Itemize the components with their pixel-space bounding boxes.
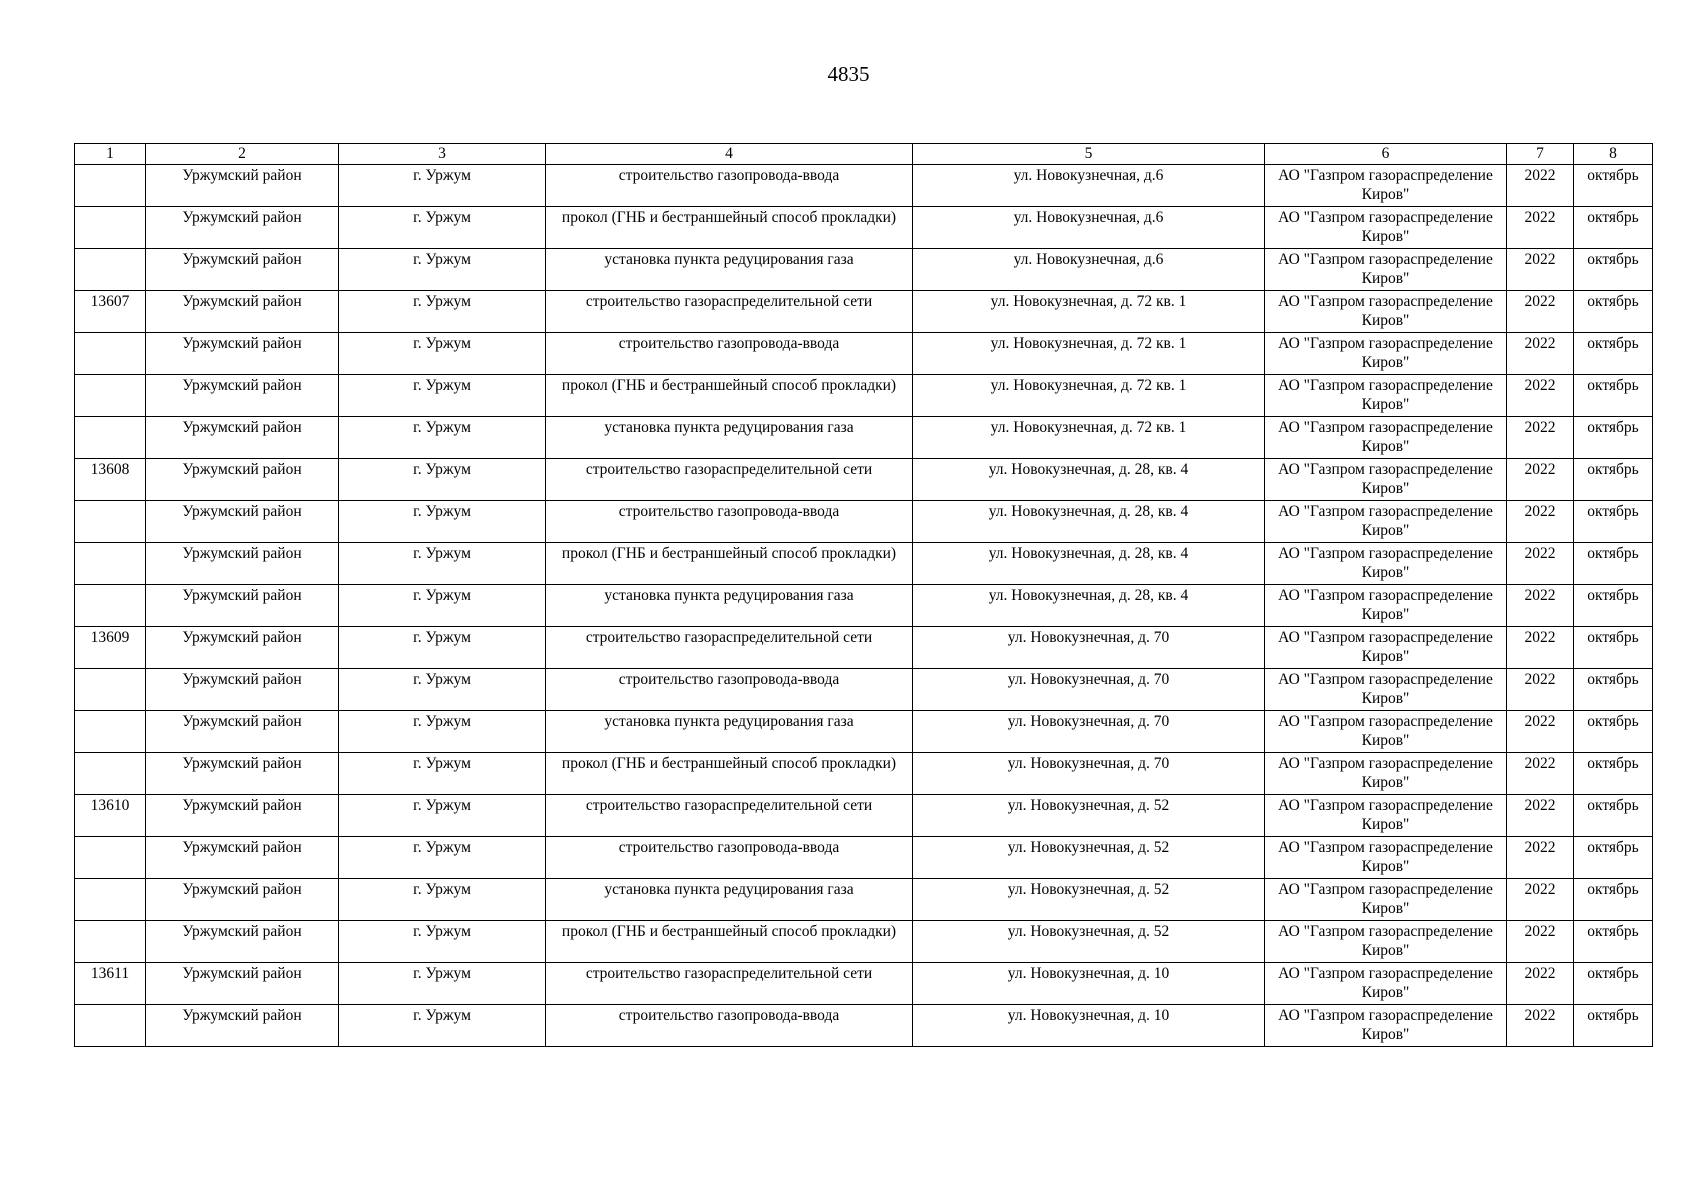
cell-work-type: строительство газопровода-ввода [546, 333, 913, 375]
cell-district: Уржумский район [146, 375, 339, 417]
cell-year: 2022 [1507, 711, 1574, 753]
column-header-1: 1 [75, 144, 146, 165]
table-row [75, 795, 1653, 837]
cell-organization: АО "Газпром газораспределение Киров" [1265, 165, 1507, 207]
cell-settlement: г. Уржум [339, 165, 546, 207]
cell-object-number [75, 585, 146, 627]
table-row [75, 333, 1653, 375]
cell-month: октябрь [1574, 501, 1653, 543]
cell-work-type: строительство газораспределительной сети [546, 963, 913, 1005]
data-table [74, 143, 1653, 1047]
cell-work-type: строительство газопровода-ввода [546, 669, 913, 711]
cell-work-type: строительство газораспределительной сети [546, 291, 913, 333]
cell-work-type: установка пункта редуцирования газа [546, 585, 913, 627]
cell-object-number [75, 333, 146, 375]
cell-year: 2022 [1507, 459, 1574, 501]
cell-district: Уржумский район [146, 249, 339, 291]
column-header-5: 5 [913, 144, 1265, 165]
table-body [75, 165, 1653, 1047]
cell-object-number [75, 921, 146, 963]
cell-organization: АО "Газпром газораспределение Киров" [1265, 753, 1507, 795]
table-row [75, 249, 1653, 291]
cell-district: Уржумский район [146, 165, 339, 207]
table-row [75, 417, 1653, 459]
cell-district: Уржумский район [146, 879, 339, 921]
cell-organization: АО "Газпром газораспределение Киров" [1265, 249, 1507, 291]
cell-organization: АО "Газпром газораспределение Киров" [1265, 501, 1507, 543]
cell-settlement: г. Уржум [339, 711, 546, 753]
cell-district: Уржумский район [146, 921, 339, 963]
cell-year: 2022 [1507, 879, 1574, 921]
cell-settlement: г. Уржум [339, 837, 546, 879]
cell-work-type: установка пункта редуцирования газа [546, 417, 913, 459]
cell-object-number [75, 1005, 146, 1047]
table-row [75, 669, 1653, 711]
cell-month: октябрь [1574, 753, 1653, 795]
cell-work-type: строительство газораспределительной сети [546, 795, 913, 837]
cell-organization: АО "Газпром газораспределение Киров" [1265, 837, 1507, 879]
cell-work-type: строительство газопровода-ввода [546, 837, 913, 879]
table-row [75, 627, 1653, 669]
cell-address: ул. Новокузнечная, д. 10 [913, 1005, 1265, 1047]
cell-organization: АО "Газпром газораспределение Киров" [1265, 963, 1507, 1005]
cell-organization: АО "Газпром газораспределение Киров" [1265, 627, 1507, 669]
column-header-6: 6 [1265, 144, 1507, 165]
cell-address: ул. Новокузнечная, д. 28, кв. 4 [913, 501, 1265, 543]
cell-address: ул. Новокузнечная, д. 70 [913, 753, 1265, 795]
cell-address: ул. Новокузнечная, д. 52 [913, 837, 1265, 879]
cell-month: октябрь [1574, 417, 1653, 459]
column-header-3: 3 [339, 144, 546, 165]
cell-object-number: 13609 [75, 627, 146, 669]
cell-address: ул. Новокузнечная, д.6 [913, 165, 1265, 207]
cell-settlement: г. Уржум [339, 333, 546, 375]
cell-district: Уржумский район [146, 417, 339, 459]
cell-district: Уржумский район [146, 459, 339, 501]
cell-year: 2022 [1507, 1005, 1574, 1047]
cell-address: ул. Новокузнечная, д. 72 кв. 1 [913, 417, 1265, 459]
cell-work-type: установка пункта редуцирования газа [546, 249, 913, 291]
cell-year: 2022 [1507, 543, 1574, 585]
cell-object-number [75, 669, 146, 711]
cell-year: 2022 [1507, 291, 1574, 333]
cell-settlement: г. Уржум [339, 585, 546, 627]
table-row [75, 459, 1653, 501]
cell-year: 2022 [1507, 501, 1574, 543]
cell-settlement: г. Уржум [339, 417, 546, 459]
cell-month: октябрь [1574, 585, 1653, 627]
cell-object-number [75, 165, 146, 207]
cell-settlement: г. Уржум [339, 501, 546, 543]
table-row [75, 879, 1653, 921]
cell-object-number [75, 837, 146, 879]
cell-address: ул. Новокузнечная, д. 72 кв. 1 [913, 333, 1265, 375]
cell-organization: АО "Газпром газораспределение Киров" [1265, 291, 1507, 333]
cell-month: октябрь [1574, 963, 1653, 1005]
cell-year: 2022 [1507, 921, 1574, 963]
cell-address: ул. Новокузнечная, д. 70 [913, 627, 1265, 669]
cell-organization: АО "Газпром газораспределение Киров" [1265, 879, 1507, 921]
cell-settlement: г. Уржум [339, 669, 546, 711]
cell-settlement: г. Уржум [339, 543, 546, 585]
cell-object-number [75, 501, 146, 543]
cell-district: Уржумский район [146, 963, 339, 1005]
cell-year: 2022 [1507, 669, 1574, 711]
cell-address: ул. Новокузнечная, д. 70 [913, 711, 1265, 753]
cell-district: Уржумский район [146, 207, 339, 249]
cell-work-type: строительство газопровода-ввода [546, 501, 913, 543]
cell-district: Уржумский район [146, 333, 339, 375]
cell-month: октябрь [1574, 291, 1653, 333]
cell-organization: АО "Газпром газораспределение Киров" [1265, 669, 1507, 711]
table-row [75, 165, 1653, 207]
cell-month: октябрь [1574, 207, 1653, 249]
table-row [75, 375, 1653, 417]
cell-address: ул. Новокузнечная, д. 52 [913, 795, 1265, 837]
cell-object-number [75, 879, 146, 921]
cell-organization: АО "Газпром газораспределение Киров" [1265, 921, 1507, 963]
cell-district: Уржумский район [146, 837, 339, 879]
cell-month: октябрь [1574, 837, 1653, 879]
cell-address: ул. Новокузнечная, д. 72 кв. 1 [913, 291, 1265, 333]
cell-work-type: прокол (ГНБ и бестраншейный способ прокладки) [546, 921, 913, 963]
cell-district: Уржумский район [146, 669, 339, 711]
table-row [75, 501, 1653, 543]
cell-object-number [75, 249, 146, 291]
cell-year: 2022 [1507, 165, 1574, 207]
cell-month: октябрь [1574, 249, 1653, 291]
cell-year: 2022 [1507, 207, 1574, 249]
cell-settlement: г. Уржум [339, 375, 546, 417]
table-row [75, 207, 1653, 249]
cell-month: октябрь [1574, 711, 1653, 753]
cell-district: Уржумский район [146, 543, 339, 585]
table-row [75, 753, 1653, 795]
cell-district: Уржумский район [146, 795, 339, 837]
cell-district: Уржумский район [146, 585, 339, 627]
cell-address: ул. Новокузнечная, д. 72 кв. 1 [913, 375, 1265, 417]
cell-organization: АО "Газпром газораспределение Киров" [1265, 1005, 1507, 1047]
cell-address: ул. Новокузнечная, д.6 [913, 207, 1265, 249]
cell-settlement: г. Уржум [339, 753, 546, 795]
cell-organization: АО "Газпром газораспределение Киров" [1265, 207, 1507, 249]
cell-year: 2022 [1507, 333, 1574, 375]
cell-object-number: 13611 [75, 963, 146, 1005]
cell-district: Уржумский район [146, 711, 339, 753]
column-header-7: 7 [1507, 144, 1574, 165]
cell-address: ул. Новокузнечная, д. 28, кв. 4 [913, 543, 1265, 585]
table-row [75, 291, 1653, 333]
cell-year: 2022 [1507, 417, 1574, 459]
cell-settlement: г. Уржум [339, 459, 546, 501]
cell-month: октябрь [1574, 921, 1653, 963]
table-row [75, 921, 1653, 963]
cell-year: 2022 [1507, 795, 1574, 837]
cell-object-number [75, 375, 146, 417]
cell-settlement: г. Уржум [339, 921, 546, 963]
cell-object-number: 13608 [75, 459, 146, 501]
table-row [75, 837, 1653, 879]
cell-work-type: установка пункта редуцирования газа [546, 879, 913, 921]
cell-address: ул. Новокузнечная, д. 28, кв. 4 [913, 459, 1265, 501]
cell-month: октябрь [1574, 627, 1653, 669]
table-row [75, 711, 1653, 753]
cell-address: ул. Новокузнечная, д. 52 [913, 879, 1265, 921]
table-row [75, 1005, 1653, 1047]
cell-year: 2022 [1507, 837, 1574, 879]
cell-work-type: прокол (ГНБ и бестраншейный способ прокладки) [546, 543, 913, 585]
cell-district: Уржумский район [146, 627, 339, 669]
cell-settlement: г. Уржум [339, 291, 546, 333]
cell-address: ул. Новокузнечная, д. 70 [913, 669, 1265, 711]
cell-district: Уржумский район [146, 753, 339, 795]
cell-year: 2022 [1507, 753, 1574, 795]
header-row [75, 144, 1653, 165]
table-row [75, 963, 1653, 1005]
cell-year: 2022 [1507, 627, 1574, 669]
cell-settlement: г. Уржум [339, 1005, 546, 1047]
cell-settlement: г. Уржум [339, 963, 546, 1005]
cell-month: октябрь [1574, 795, 1653, 837]
cell-object-number [75, 711, 146, 753]
cell-month: октябрь [1574, 459, 1653, 501]
cell-object-number [75, 417, 146, 459]
cell-work-type: строительство газопровода-ввода [546, 165, 913, 207]
column-header-4: 4 [546, 144, 913, 165]
cell-object-number: 13610 [75, 795, 146, 837]
cell-work-type: строительство газораспределительной сети [546, 627, 913, 669]
cell-month: октябрь [1574, 1005, 1653, 1047]
page-number: 4835 [827, 62, 870, 86]
cell-year: 2022 [1507, 963, 1574, 1005]
cell-address: ул. Новокузнечная, д.6 [913, 249, 1265, 291]
cell-organization: АО "Газпром газораспределение Киров" [1265, 333, 1507, 375]
cell-settlement: г. Уржум [339, 879, 546, 921]
cell-month: октябрь [1574, 669, 1653, 711]
cell-work-type: строительство газораспределительной сети [546, 459, 913, 501]
cell-month: октябрь [1574, 165, 1653, 207]
cell-district: Уржумский район [146, 1005, 339, 1047]
table-row [75, 585, 1653, 627]
cell-month: октябрь [1574, 879, 1653, 921]
cell-organization: АО "Газпром газораспределение Киров" [1265, 417, 1507, 459]
cell-month: октябрь [1574, 543, 1653, 585]
cell-address: ул. Новокузнечная, д. 10 [913, 963, 1265, 1005]
cell-work-type: строительство газопровода-ввода [546, 1005, 913, 1047]
cell-work-type: установка пункта редуцирования газа [546, 711, 913, 753]
table-row [75, 543, 1653, 585]
cell-address: ул. Новокузнечная, д. 52 [913, 921, 1265, 963]
cell-object-number [75, 207, 146, 249]
cell-organization: АО "Газпром газораспределение Киров" [1265, 711, 1507, 753]
cell-month: октябрь [1574, 375, 1653, 417]
cell-year: 2022 [1507, 585, 1574, 627]
cell-address: ул. Новокузнечная, д. 28, кв. 4 [913, 585, 1265, 627]
cell-work-type: прокол (ГНБ и бестраншейный способ прокладки) [546, 375, 913, 417]
cell-organization: АО "Газпром газораспределение Киров" [1265, 795, 1507, 837]
cell-organization: АО "Газпром газораспределение Киров" [1265, 375, 1507, 417]
cell-month: октябрь [1574, 333, 1653, 375]
cell-year: 2022 [1507, 249, 1574, 291]
cell-settlement: г. Уржум [339, 207, 546, 249]
cell-district: Уржумский район [146, 501, 339, 543]
cell-settlement: г. Уржум [339, 627, 546, 669]
column-header-2: 2 [146, 144, 339, 165]
cell-organization: АО "Газпром газораспределение Киров" [1265, 585, 1507, 627]
cell-work-type: прокол (ГНБ и бестраншейный способ прокладки) [546, 753, 913, 795]
cell-settlement: г. Уржум [339, 795, 546, 837]
cell-object-number [75, 753, 146, 795]
column-header-8: 8 [1574, 144, 1653, 165]
cell-object-number [75, 543, 146, 585]
cell-work-type: прокол (ГНБ и бестраншейный способ прокладки) [546, 207, 913, 249]
cell-object-number: 13607 [75, 291, 146, 333]
cell-organization: АО "Газпром газораспределение Киров" [1265, 459, 1507, 501]
cell-district: Уржумский район [146, 291, 339, 333]
cell-organization: АО "Газпром газораспределение Киров" [1265, 543, 1507, 585]
cell-year: 2022 [1507, 375, 1574, 417]
cell-settlement: г. Уржум [339, 249, 546, 291]
